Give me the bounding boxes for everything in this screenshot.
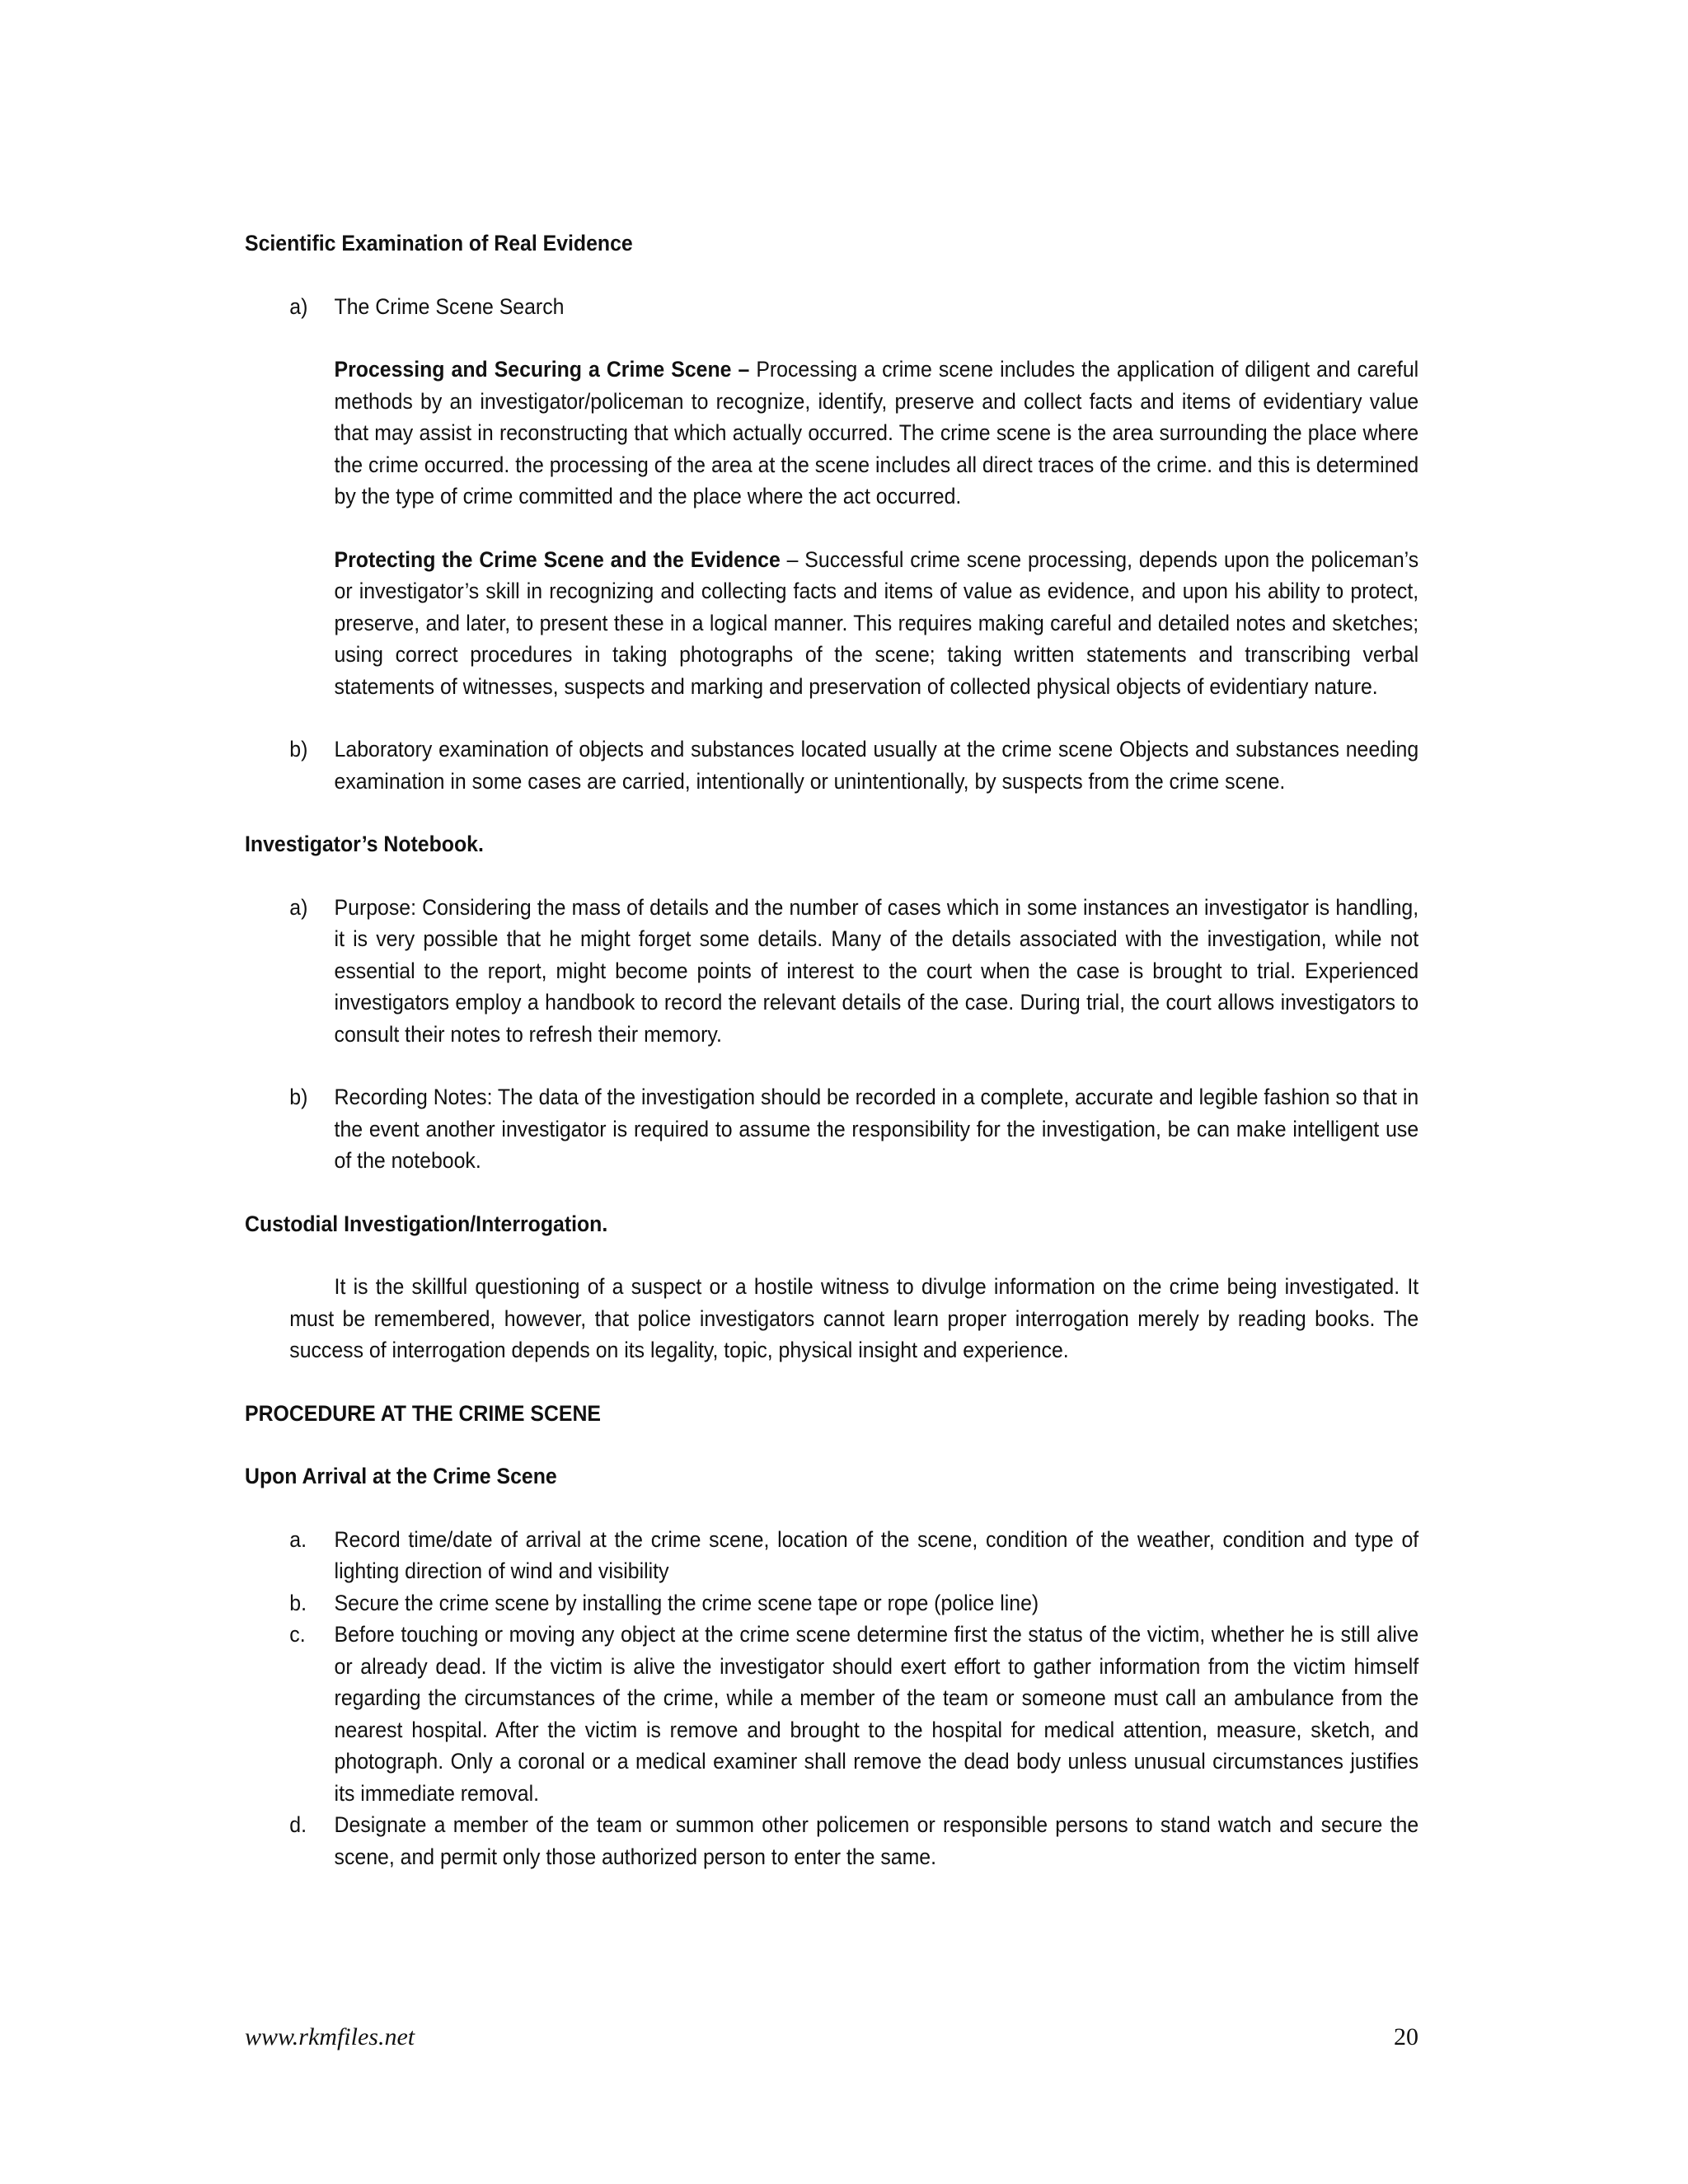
list-marker: a) xyxy=(289,293,308,319)
list-marker: b. xyxy=(289,1590,307,1615)
paragraph-text: Processing a crime scene includes the application of diligent and careful methods by an investigator/policeman to recognize, identify, preserve and collect facts and items of evidentiary value that may assist in reconstructing that which actually occurred. The crime scene is the area surrounding the place where the crime occurred. the processing of the area at the scene includes all direct traces of the crime. and this is determined by the type of crime committed and the place where the act occurred. xyxy=(334,357,1419,509)
list-item-laboratory-examination xyxy=(245,733,1418,797)
sub-paragraph-block xyxy=(245,354,1418,702)
list-item xyxy=(245,1587,1418,1619)
heading-scientific-examination: Scientific Examination of Real Evidence xyxy=(245,231,633,255)
list-item-text: Purpose: Considering the mass of details and the number of cases which in some instances an investigator is handling, it is very possible that he might forget some details. Many of the details associated with the investigation, while not essential to the report, might become points of interest to the court when the case is brought to trial. Experienced investigators employ a handbook to record the relevant details of the case. During trial, the court allows investigators to consult their notes to refresh their memory. xyxy=(334,894,1419,1047)
list-item-recording-notes xyxy=(245,1081,1418,1177)
list-item-text: Laboratory examination of objects and substances located usually at the crime scene Objects and substances needing examination in some cases are carried, intentionally or unintentionally, by suspects from the crime scene. xyxy=(334,737,1419,794)
list-item-text: Secure the crime scene by installing the crime scene tape or rope (police line) xyxy=(334,1590,1039,1615)
list-marker: b) xyxy=(289,737,308,762)
footer-page-number: 20 xyxy=(1394,2023,1418,2050)
list-item-text: Designate a member of the team or summon other policemen or responsible persons to stand watch and secure the scene, and permit only those authorized person to enter the same. xyxy=(334,1812,1419,1869)
list-marker: a. xyxy=(289,1526,307,1552)
list-item xyxy=(245,1524,1418,1587)
list-item-text: Record time/date of arrival at the crime scene, location of the scene, condition of the weather, condition and type of lighting direction of wind and visibility xyxy=(334,1526,1419,1583)
arrival-procedure-list xyxy=(245,1524,1418,1873)
paragraph-protecting-crime-scene xyxy=(335,544,1419,703)
list-item-purpose xyxy=(245,892,1418,1051)
heading-procedure-at-crime-scene: PROCEDURE AT THE CRIME SCENE xyxy=(245,1400,601,1426)
list-marker: d. xyxy=(289,1812,307,1837)
paragraph-text: – Successful crime scene processing, depends upon the policeman’s or investigator’s skill in recognizing and collecting facts and items of value as evidence, and upon his ability to protect, preserve, and later, to present these in a logical manner. This requires making careful and detailed notes and sketches; using correct procedures in taking photographs of the scene; taking written statements and transcribing verbal statements of witnesses, suspects and marking and preservation of collected physical objects of evidentiary nature. xyxy=(334,546,1419,699)
list-item-crime-scene-search xyxy=(245,291,1418,323)
paragraph-custodial-investigation: It is the skillful questioning of a suspect or a hostile witness to divulge information on the crime being investigated. It must be remembered, however, that police investigators cannot learn proper interrogation merely by reading books. The success of interrogation depends on its legality, topic, physical insight and experience. xyxy=(289,1274,1419,1362)
page-content xyxy=(245,227,1419,1872)
heading-upon-arrival: Upon Arrival at the Crime Scene xyxy=(245,1464,557,1488)
list-marker: b) xyxy=(289,1085,308,1109)
heading-investigators-notebook: Investigator’s Notebook. xyxy=(245,832,484,856)
footer-website: www.rkmfiles.net xyxy=(245,2023,415,2050)
paragraph-processing-securing xyxy=(335,354,1419,513)
paragraph-lead-bold: Processing and Securing a Crime Scene – xyxy=(334,357,750,382)
list-item xyxy=(245,1809,1418,1872)
list-item-text: Recording Notes: The data of the investigation should be recorded in a complete, accurate and legible fashion so that in the event another investigator is required to assume the responsibility for the investigation, be can make intelligent use of the notebook. xyxy=(334,1085,1419,1173)
list-item-title: The Crime Scene Search xyxy=(334,293,565,319)
list-item xyxy=(245,1619,1418,1809)
heading-custodial-investigation: Custodial Investigation/Interrogation. xyxy=(245,1211,608,1236)
list-item-text: Before touching or moving any object at the crime scene determine first the status of the victim, whether he is still alive or already dead. If the victim is alive the investigator should exert effort to gather information from the victim himself regarding the circumstances of the crime, while a member of the team or someone must call an ambulance from the nearest hospital. After the victim is remove and brought to the hospital for medical attention, measure, sketch, and photograph. Only a coronal or a medical examiner shall remove the dead body unless unusual circumstances justifies its immediate removal. xyxy=(334,1622,1419,1806)
paragraph-lead-bold: Protecting the Crime Scene and the Evidence xyxy=(334,546,781,572)
list-marker: a) xyxy=(289,894,308,920)
list-marker: c. xyxy=(289,1622,306,1647)
